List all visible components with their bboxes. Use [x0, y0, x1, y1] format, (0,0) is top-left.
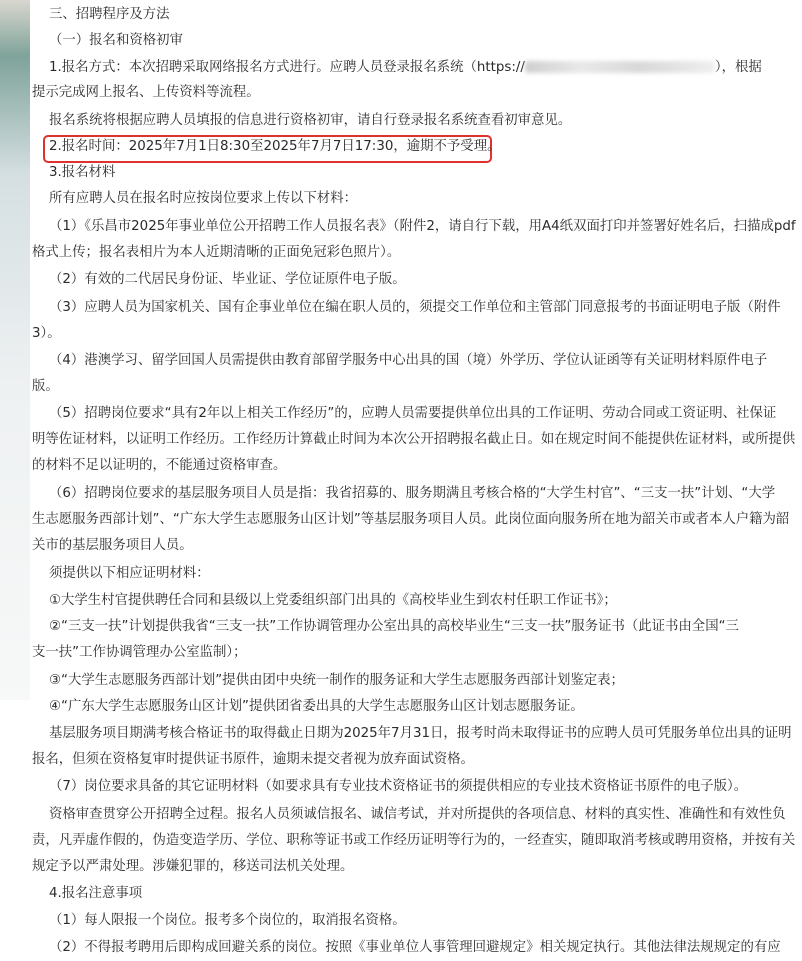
text-line: ①大学生村官提供聘任合同和县级以上党委组织部门出具的《高校毕业生到农村任职工作证书》； — [49, 593, 617, 608]
text-line: 责，凡弄虚作假的，伪造变造学历、学位、职称等证书或工作经历证明等行为的，一经查实，随即取消考核或聘用资格，并按有关 — [32, 833, 796, 848]
text-line: ④“广东大学生志愿服务山区计划”提供团省委出具的大学生志愿服务山区计划志愿服务证。 — [49, 699, 584, 714]
text-line: 关市的基层服务项目人员。 — [32, 538, 193, 553]
text-line: 版。 — [32, 379, 59, 394]
text-line: ③“大学生志愿服务西部计划”提供由团中央统一制作的服务证和大学生志愿服务西部计划鉴定表； — [49, 673, 624, 688]
text-line: （7）岗位要求具备的其它证明材料（如要求具有专业技术资格证书的须提供相应的专业技术资格证书原件的电子版）。 — [49, 779, 748, 794]
text-line: （5）招聘岗位要求“具有2年以上相关工作经历”的，应聘人员需要提供单位出具的工作证明、劳动合同或工资证明、社保证 — [49, 406, 777, 421]
text-line: （6）招聘岗位要求的基层服务项目人员是指：我省招募的、服务期满且考核合格的“大学生村官”、“三支一扶”计划、“大学 — [49, 486, 776, 501]
text-line: （1）《乐昌市2025年事业单位公开招聘工作人员报名表》（附件2，请自行下载，用A4纸双面打印并签署好姓名后，扫描成pdf — [49, 219, 796, 234]
document-body — [32, 0, 802, 960]
text-line: 2.报名时间：2025年7月1日8:30至2025年7月7日17:30，逾期不予受理。 — [49, 139, 501, 154]
text-line: 规定予以严肃处理。涉嫌犯罪的，移送司法机关处理。 — [32, 859, 354, 874]
text-line: （1）每人限报一个岗位。报考多个岗位的，取消报名资格。 — [49, 913, 406, 928]
text-line: 资格审查贯穿公开招聘全过程。报名人员须诚信报名、诚信考试，并对所提供的各项信息、材料的真实性、准确性和有效性负 — [49, 807, 786, 822]
text-segment: 1.报名方式：本次招聘采取网络报名方式进行。应聘人员登录报名系统（https:// — [49, 60, 525, 75]
text-line: 三、招聘程序及方法 — [49, 7, 170, 22]
left-background-edge — [0, 0, 30, 700]
text-line: （2）有效的二代居民身份证、毕业证、学位证原件电子版。 — [49, 272, 406, 287]
text-line: 须提供以下相应证明材料： — [49, 566, 210, 581]
text-line: （3）应聘人员为国家机关、国有企事业单位在编在职人员的，须提交工作单位和主管部门同意报考的书面证明电子版（附件 — [49, 300, 781, 315]
text-line: 明等佐证材料，以证明工作经历。工作经历计算截止时间为本次公开招聘报名截止日。如在规定时间不能提供佐证材料，或所提供 — [32, 432, 796, 447]
text-line: 所有应聘人员在报名时应按岗位要求上传以下材料： — [49, 191, 357, 206]
text-line: 4.报名注意事项 — [49, 886, 143, 901]
text-line: 提示完成网上报名、上传资料等流程。 — [32, 85, 260, 100]
text-line: ②“三支一扶”计划提供我省“三支一扶”工作协调管理办公室出具的高校毕业生“三支一扶”服务证书（此证书由全国“三 — [49, 619, 739, 634]
text-line — [49, 55, 802, 81]
text-line: 报名，但须在资格复审时提供证书原件，逾期未提交者视为放弃面试资格。 — [32, 752, 474, 767]
text-line: 报名系统将根据应聘人员填报的信息进行资格初审，请自行登录报名系统查看初审意见。 — [49, 113, 572, 128]
text-line: （一）报名和资格初审 — [49, 33, 183, 48]
text-line: 支一扶”工作协调管理办公室监制）； — [32, 645, 247, 660]
text-line: 3）。 — [32, 326, 61, 341]
text-line: 3.报名材料 — [49, 165, 116, 180]
text-line: 基层服务项目期满考核合格证书的取得截止日期为2025年7月31日，报考时尚未取得证书的应聘人员可凭服务单位出具的证明 — [49, 726, 792, 741]
text-line: 格式上传；报名表相片为本人近期清晰的正面免冠彩色照片）。 — [32, 245, 401, 260]
text-line: （4）港澳学习、留学回国人员需提供由教育部留学服务中心出具的国（境）外学历、学位认证函等有关证明材料原件电子 — [49, 353, 768, 368]
text-line: （2）不得报考聘用后即构成回避关系的岗位。按照《事业单位人事管理回避规定》相关规定执行。其他法律法规规定的有应 — [49, 940, 781, 955]
redacted-url — [525, 61, 715, 73]
text-line: 的材料不足以证明的，不能通过资格审查。 — [32, 458, 287, 473]
text-segment: ），根据 — [714, 60, 762, 75]
text-line: 生志愿服务西部计划”、“广东大学生志愿服务山区计划”等基层服务项目人员。此岗位面向服务所在地为韶关市或者本人户籍为韶 — [32, 512, 790, 527]
